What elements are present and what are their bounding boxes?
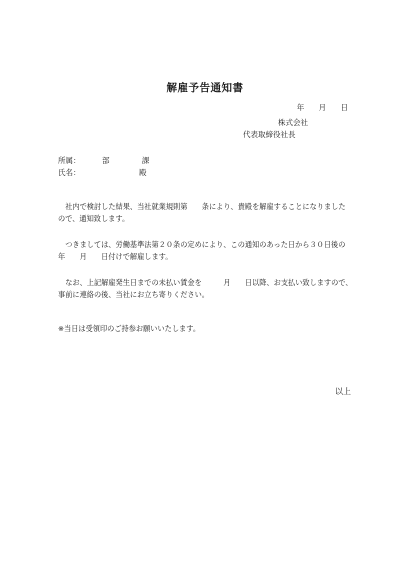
name-label: 氏名： <box>58 168 81 177</box>
department-label: 所属： <box>58 156 81 165</box>
closing-mark: 以上 <box>335 387 351 396</box>
paragraph-line: 年 月 日付けで解雇します。 <box>58 252 173 261</box>
paragraph-line: つきましては、労働基準法第２０条の定めにより、この通知のあった日から３０日後の <box>58 240 346 249</box>
note-seal-request: ※当日は受領印のご持参お願いいたします。 <box>58 324 201 333</box>
paragraph-line: 事前に連絡の後、当社にお立ち寄りください。 <box>58 290 209 299</box>
paragraph-line: ので、通知致します。 <box>58 214 130 223</box>
paragraph-unpaid-wages <box>58 277 353 301</box>
department-value: 部 課 <box>102 156 150 165</box>
paragraph-line: 社内で検討した結果、当社就業規則第 条により、貴殿を解雇することになりました <box>58 202 346 211</box>
name-honorific: 殿 <box>139 168 147 177</box>
document-title: 解雇予告通知書 <box>166 82 244 94</box>
representative-title: 代表取締役社長 <box>243 130 296 139</box>
paragraph-dismissal-notice <box>58 201 346 225</box>
date-line: 年 月 日 <box>296 103 348 112</box>
company-name: 株式会社 <box>278 118 308 127</box>
paragraph-dismissal-date <box>58 239 345 263</box>
paragraph-line: なお、上記解雇発生日までの未払い賃金を 月 日以降、お支払い致しますので、 <box>58 278 353 287</box>
